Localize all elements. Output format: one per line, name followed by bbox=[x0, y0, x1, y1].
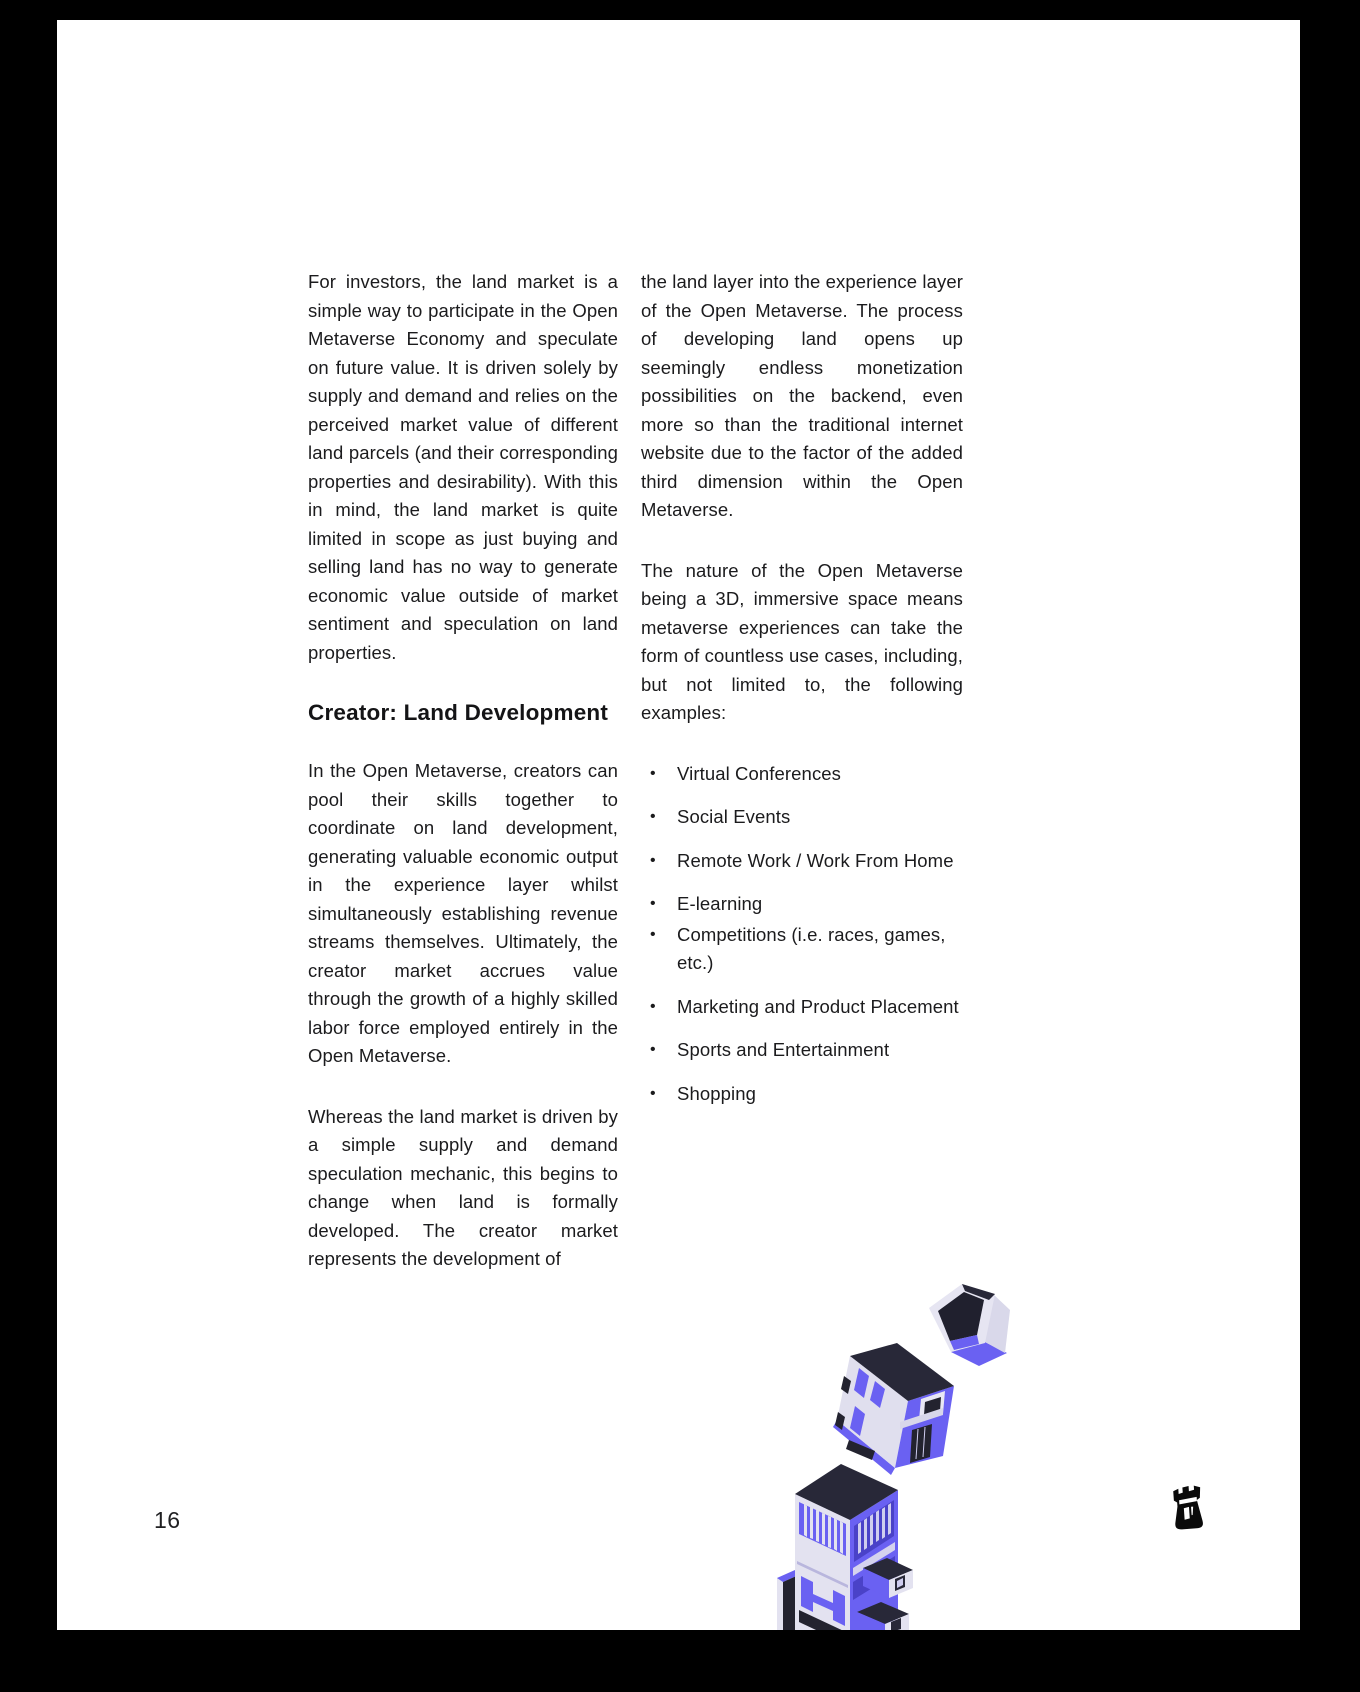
list-item-label: Virtual Conferences bbox=[677, 762, 842, 784]
bullet-icon: • bbox=[650, 895, 656, 912]
list-item-shopping bbox=[641, 1080, 963, 1109]
list-item-label: Shopping bbox=[677, 1082, 756, 1104]
list-item-marketing bbox=[641, 993, 963, 1022]
right-column bbox=[641, 268, 963, 1306]
list-item-label: E-learning bbox=[677, 893, 763, 914]
tall-building-block bbox=[777, 1464, 913, 1630]
list-item-label: Remote Work / Work From Home bbox=[677, 849, 954, 871]
paragraph-whereas-land-market: Whereas the land market is driven by a simple supply and demand speculation mechanic, this begins to change when land is formally developed. The creator market represents the development of bbox=[308, 1105, 618, 1269]
list-item-social-events bbox=[641, 803, 963, 832]
paragraph-land-layer-experience: the land layer into the experience layer of the Open Metaverse. The process of developing land opens up seemingly endless monetization possibilities on the backend, even more so than the traditional internet website due to the factor of the added third dimension within the Open Metaverse. bbox=[641, 271, 963, 520]
bullet-icon: • bbox=[650, 808, 656, 825]
list-item-label: Sports and Entertainment bbox=[677, 1039, 890, 1060]
list-item-virtual-conferences bbox=[641, 760, 963, 789]
bullet-icon: • bbox=[650, 925, 656, 943]
content-columns bbox=[308, 268, 963, 1306]
paragraph-creators-pool-skills: In the Open Metaverse, creators can pool their skills together to coordinate on land development, generating valuable economic output in the experience layer whilst simultaneously establishing revenue streams themselves. Ultimately, the creator market accrues value through the growth of a highly skilled labor force employed entirely in the Open Metaverse. bbox=[308, 760, 618, 1066]
list-item-competitions bbox=[641, 921, 963, 978]
bullet-icon: • bbox=[650, 764, 656, 782]
page-number: 16 bbox=[154, 1507, 181, 1533]
section-heading-creator-land-development: Creator: Land Development bbox=[308, 700, 609, 725]
use-case-list bbox=[641, 760, 963, 1109]
list-item-remote-work bbox=[641, 847, 963, 876]
bullet-icon: • bbox=[650, 1041, 656, 1058]
list-item-sports-entertainment bbox=[641, 1036, 963, 1065]
list-item-label: Marketing and Product Placement bbox=[677, 995, 959, 1017]
bullet-icon: • bbox=[650, 1084, 656, 1102]
document-page bbox=[57, 20, 1300, 1630]
castle-rook-icon bbox=[1170, 1484, 1206, 1532]
isometric-blocks-illustration bbox=[717, 1260, 1017, 1630]
list-item-elearning bbox=[641, 890, 963, 919]
bullet-icon: • bbox=[650, 851, 656, 869]
list-item-label: Competitions (i.e. races, games, etc.) bbox=[677, 923, 946, 973]
middle-tilted-block bbox=[833, 1343, 954, 1475]
list-item-label: Social Events bbox=[677, 806, 791, 827]
left-column bbox=[308, 268, 618, 1306]
small-open-cube bbox=[929, 1284, 1010, 1366]
paragraph-investors: For investors, the land market is a simple way to participate in the Open Metaverse Economy and speculate on future value. It is driven solely by supply and demand and relies on the perceived market value of different land parcels (and their corresponding properties and desirability). With this in mind, the land market is quite limited in scope as just buying and selling land has no way to generate economic value outside of market sentiment and speculation on land properties. bbox=[308, 271, 618, 663]
bullet-icon: • bbox=[650, 997, 656, 1015]
paragraph-nature-open-metaverse: The nature of the Open Metaverse being a 3D, immersive space means metaverse experiences can take the form of countless use cases, including, but not limited to, the following examples: bbox=[641, 559, 963, 723]
